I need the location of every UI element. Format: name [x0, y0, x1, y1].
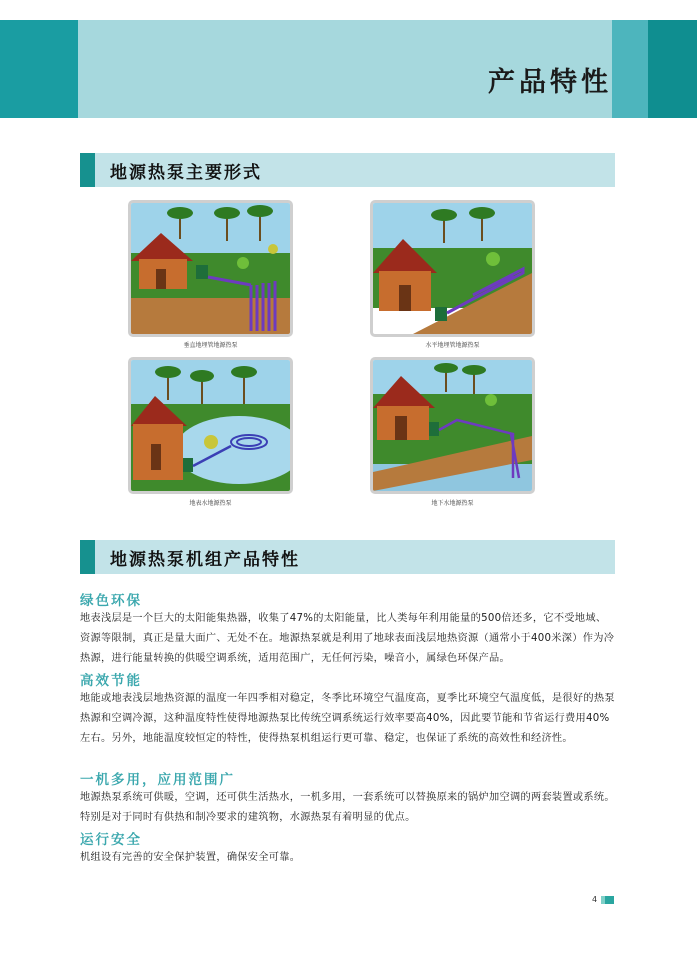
section-header-main-forms: [80, 153, 615, 187]
page-title: 产品特性: [488, 67, 612, 98]
figure-vertical-ground-loop: [128, 200, 293, 337]
header-band-left-block: [0, 20, 78, 118]
figure-groundwater: [370, 357, 535, 494]
feature-text-safety: 机组设有完善的安全保护装置，确保安全可靠。: [80, 852, 301, 863]
figure-surface-water: [128, 357, 293, 494]
feature-heading-multi-use: 一机多用，应用范围广: [80, 772, 235, 788]
caption-surface-water: 地表水地源热泵: [189, 500, 232, 507]
feature-heading-green: 绿色环保: [80, 593, 142, 609]
caption-groundwater: 地下水地源热泵: [431, 500, 474, 507]
section-title: 地源热泵主要形式: [110, 163, 262, 183]
page-number-marker: [601, 896, 614, 904]
header-band-right-block-light: [612, 20, 648, 118]
section-header-product-features: [80, 540, 615, 574]
feature-heading-safety: 运行安全: [80, 832, 142, 848]
section-header-bar: [80, 540, 95, 574]
header-band-right-block-dark: [648, 20, 697, 118]
caption-horizontal-ground-loop: 水平地埋管地源热泵: [425, 342, 480, 349]
feature-text-multi-use: 地源热泵系统可供暖，空调，还可供生活热水，一机多用，一套系统可以替换原来的锅炉加空调的两套装置或系统。特别是对于同时有供热和制冷要求的建筑物，水源热泵有着明显的优点。: [80, 792, 615, 823]
feature-text-efficiency: 地能或地表浅层地热资源的温度一年四季相对稳定，冬季比环境空气温度高，夏季比环境空气温度低，是很好的热泵热源和空调冷源，这种温度特性使得地源热泵比传统空调系统运行效率要高40%，因此要节能和节省运行费用40%左右。另外，地能温度较恒定的特性，使得热泵机组运行更可靠、稳定，也保证了系统的高效性和经济性。: [80, 693, 615, 744]
feature-heading-efficiency: 高效节能: [80, 673, 142, 689]
caption-vertical-ground-loop: 垂直地埋管地源热泵: [183, 342, 238, 349]
section-title: 地源热泵机组产品特性: [110, 550, 300, 570]
page-number: 4: [592, 895, 598, 904]
feature-text-green: 地表浅层是一个巨大的太阳能集热器，收集了47%的太阳能量，比人类每年利用能量的500倍还多，它不受地域、资源等限制，真正是量大面广、无处不在。地源热泵就是利用了地球表面浅层地热资源（通常小于400米深）作为冷热源，进行能量转换的供暖空调系统，适用范围广，无任何污染，噪音小，属绿色环保产品。: [80, 613, 615, 664]
figure-horizontal-ground-loop: [370, 200, 535, 337]
section-header-bar: [80, 153, 95, 187]
